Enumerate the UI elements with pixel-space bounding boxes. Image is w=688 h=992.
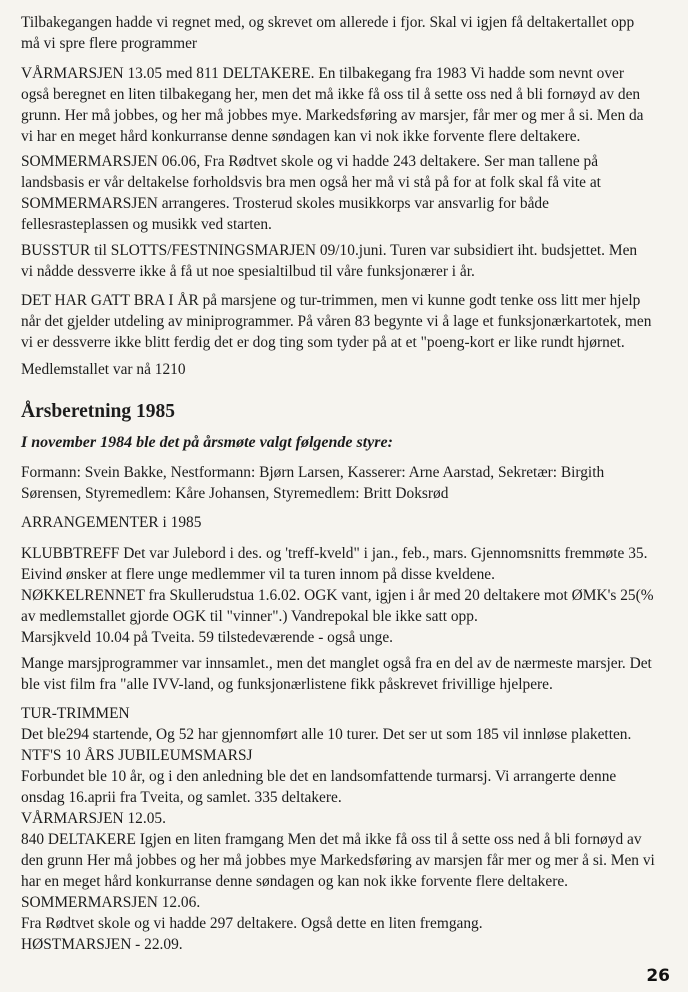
section-subheading: I november 1984 ble det på årsmøte valgt følgende styre:: [21, 434, 393, 451]
busstur-paragraph: [21, 240, 674, 282]
text-line: Medlemstallet var nå 1210: [21, 361, 186, 378]
medlemstall-paragraph: [21, 359, 674, 380]
text-line: må vi spre flere programmer: [21, 35, 198, 52]
text-line: Marsjkveld 10.04 på Tveita. 59 tilstedeværende - også unge.: [21, 629, 393, 646]
text-line: landsbasis er vår deltakelse forholdsvis bra men også her må vi stå på for at folk skal få vite at: [21, 174, 601, 191]
text-line: Det ble294 startende, Og 52 har gjennomført alle 10 turer. Det ser ut som 185 vil innløse plaketten.: [21, 726, 632, 743]
text-line: Mange marsjprogrammer var innsamlet., men det manglet også fra en del av de nærmeste marsjer. Det: [21, 655, 652, 672]
text-line: TUR-TRIMMEN: [21, 705, 130, 722]
arrangementer-heading: [21, 512, 674, 533]
text-line: Forbundet ble 10 år, og i den anledning ble det en landsomfattende turmarsj. Vi arrangerte denne: [21, 768, 617, 785]
text-line: 840 DELTAKERE Igjen en liten framgang Men det må ikke få oss til å sette oss ned å bli fornøyd av: [21, 831, 642, 848]
text-line: BUSSTUR til SLOTTS/FESTNINGSMARJEN 09/10.juni. Turen var subsidiert iht. budsjettet. Men: [21, 242, 638, 259]
text-line: ble vist film fra "alle IVV-land, og funksjonærlistene fikk påskrevet frivillige hjelpere.: [21, 676, 553, 693]
text-line: Sørensen, Styremedlem: Kåre Johansen, Styremedlem: Britt Doksrød: [21, 485, 449, 502]
text-line: også beregnet en liten tilbakegang her, men det må ikke få oss til å sette oss ned å bli fornøyd av den: [21, 86, 641, 103]
text-line: VÅRMARSJEN 12.05.: [21, 810, 166, 827]
styre-paragraph: [21, 462, 674, 504]
text-line: vi er dessverre ikke blitt ferdig det er dog ting som tyder på at et "poeng-kort er like rundt hjørnet.: [21, 334, 625, 351]
section-heading: Årsberetning 1985: [21, 401, 176, 422]
intro-paragraph: [21, 12, 674, 54]
text-line: Formann: Svein Bakke, Nestformann: Bjørn Larsen, Kasserer: Arne Aarstad, Sekretær: Birgith: [21, 464, 605, 481]
text-line: vi nådde dessverre ikke å få ut noe spesialtilbud til våre funksjonærer i år.: [21, 263, 475, 280]
text-line: SOMMERMARSJEN 06.06, Fra Rødtvet skole og vi hadde 243 deltakere. Ser man tallene på: [21, 153, 599, 170]
text-line: NØKKELRENNET fra Skullerudstua 1.6.02. OGK vant, igjen i år med 20 deltakere mot ØMK's 25(%: [21, 587, 654, 604]
text-line: NTF'S 10 ÅRS JUBILEUMSMARSJ: [21, 747, 253, 764]
text-line: Eivind ønsker at flere unge medlemmer vil ta turen innom på disse kveldene.: [21, 566, 495, 583]
text-line: Fra Rødtvet skole og vi hadde 297 deltakere. Også dette en liten fremgang.: [21, 915, 483, 932]
text-line: KLUBBTREFF Det var Julebord i des. og 'treff-kveld" i jan., feb., mars. Gjennomsnitts fremmøte 35.: [21, 545, 648, 562]
text-line: Tilbakegangen hadde vi regnet med, og skrevet om allerede i fjor. Skal vi igjen få deltakertallet opp: [21, 14, 635, 31]
text-line: har en meget hård konkurranse denne søndagen og kan nok ikke forvente flere deltakere.: [21, 873, 568, 890]
klubbtreff-paragraph: [21, 543, 674, 648]
turtrimmen-paragraph: [21, 703, 674, 955]
text-line: DET HAR GATT BRA I ÅR på marsjene og tur-trimmen, men vi kunne godt tenke oss litt mer hjelp: [21, 292, 641, 309]
marsjprogrammer-paragraph: [21, 653, 674, 695]
text-line: grunn. Her må jobbes, og her må jobbes mye. Markedsføring av marsjer, får mer og mer å si. Men da: [21, 107, 644, 124]
text-line: SOMMERMARSJEN arrangeres. Trosterud skoles musikkorps var ansvarlig for både: [21, 195, 549, 212]
text-line: av medlemstallet gjorde OGK til "vinner".) Vandrepokal ble ikke satt opp.: [21, 608, 478, 625]
page-number: 26: [646, 966, 670, 986]
varmarsjen-1984-paragraph: [21, 63, 674, 147]
text-line: VÅRMARSJEN 13.05 med 811 DELTAKERE. En tilbakegang fra 1983 Vi hadde som nevnt over: [21, 65, 624, 82]
text-line: ARRANGEMENTER i 1985: [21, 514, 202, 531]
gatt-bra-paragraph: [21, 290, 674, 353]
text-line: vi har en meget hård konkurranse denne søndagen kan vi nok ikke forvente flere deltakere.: [21, 128, 581, 145]
sommermarsjen-1984-paragraph: [21, 151, 674, 235]
text-line: onsdag 16.aprii fra Tveita, og samlet. 335 deltakere.: [21, 789, 342, 806]
text-line: SOMMERMARSJEN 12.06.: [21, 894, 201, 911]
text-line: fellesrasteplassen og musikk ved starten.: [21, 216, 272, 233]
text-line: når det gjelder utdeling av miniprogrammer. På våren 83 begynte vi å lage et funksjonærkartotek, men: [21, 313, 652, 330]
text-line: den grunn Her må jobbes og her må jobbes mye Markedsføring av marsjen får mer og mer å si. Men vi: [21, 852, 655, 869]
text-line: HØSTMARSJEN - 22.09.: [21, 936, 183, 953]
